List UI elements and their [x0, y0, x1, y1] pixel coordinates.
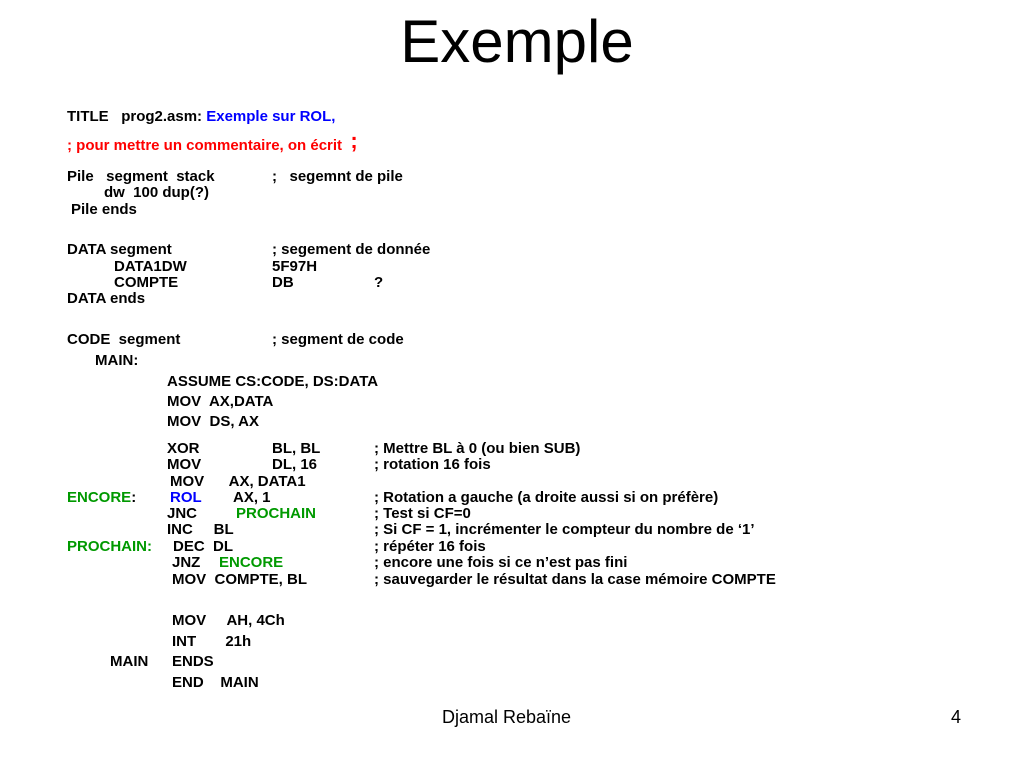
compte-value: ? [374, 274, 384, 291]
rol-args: AX, 1 [233, 489, 271, 506]
mov-ax-data-line: MOV AX,DATA [167, 393, 274, 410]
mov-dl-comment: ; rotation 16 fois [374, 456, 491, 473]
prochain-label: PROCHAIN: [67, 538, 152, 555]
stack-segment-comment: ; segemnt de pile [272, 168, 403, 185]
footer-author: Djamal Rebaïne [442, 707, 572, 727]
data1-value: 5F97H [272, 258, 318, 275]
stack-ends-line: Pile ends [71, 201, 137, 218]
xor-args: BL, BL [272, 440, 321, 457]
mov-ds-ax-line: MOV DS, AX [167, 413, 259, 430]
data-ends-line: DATA ends [67, 290, 146, 307]
jnc-target: PROCHAIN [236, 505, 317, 522]
jnc-op: JNC [167, 505, 198, 522]
title-directive-line [67, 108, 335, 125]
comment-semicolon: ; [350, 128, 358, 153]
rol-op: ROL [170, 489, 202, 506]
int-line: INT 21h [172, 633, 252, 650]
comment-example-text: ; pour mettre un commentaire, on écrit [67, 137, 343, 154]
assume-line: ASSUME CS:CODE, DS:DATA [167, 373, 379, 390]
encore-label: ENCORE [67, 489, 132, 506]
title-description: Exemple sur ROL, [206, 108, 336, 125]
compte-name: COMPTE [114, 274, 179, 291]
stack-segment-line: Pile segment stack [67, 168, 215, 185]
jnz-target: ENCORE [219, 554, 284, 571]
data1-name: DATA1DW [114, 258, 187, 275]
jnc-comment: ; Test si CF=0 [374, 505, 471, 522]
title-keyword: TITLE [67, 108, 109, 125]
main-ends-label: MAIN [110, 653, 149, 670]
end-main-line: END MAIN [172, 674, 259, 691]
mov-compte-line: MOV COMPTE, BL [172, 571, 307, 588]
mov-dl-args: DL, 16 [272, 456, 318, 473]
jnz-comment: ; encore une fois si ce n’est pas fini [374, 554, 628, 571]
comment-example-line [67, 128, 358, 154]
ends-keyword: ENDS [172, 653, 214, 670]
inc-comment: ; Si CF = 1, incrémenter le compteur du nombre de ‘1’ [374, 521, 755, 538]
slide-title: Exemple [400, 8, 634, 75]
code-segment-line: CODE segment [67, 331, 181, 348]
encore-label-line [67, 489, 136, 506]
page-number: 4 [951, 707, 962, 727]
dec-comment: ; répéter 16 fois [374, 538, 486, 555]
rol-comment: ; Rotation a gauche (a droite aussi si on préfère) [374, 489, 719, 506]
jnz-op: JNZ [172, 554, 201, 571]
data-segment-comment: ; segement de donnée [272, 241, 431, 258]
data-segment-line: DATA segment [67, 241, 172, 258]
main-label: MAIN: [95, 352, 139, 369]
title-filename: prog2.asm: [121, 108, 203, 125]
mov-dl-op: MOV [167, 456, 202, 473]
dec-line: DEC DL [173, 538, 233, 555]
xor-comment: ; Mettre BL à 0 (ou bien SUB) [374, 440, 581, 457]
xor-op: XOR [167, 440, 200, 457]
mov-ah-line: MOV AH, 4Ch [172, 612, 285, 629]
mov-compte-comment: ; sauvegarder le résultat dans la case mémoire COMPTE [374, 571, 776, 588]
stack-dw-line: dw 100 dup(?) [104, 184, 209, 201]
compte-type: DB [272, 274, 294, 291]
inc-line: INC BL [167, 521, 234, 538]
mov-ax-data1-line: MOV AX, DATA1 [170, 473, 306, 490]
code-segment-comment: ; segment de code [272, 331, 404, 348]
encore-colon: : [131, 489, 137, 506]
